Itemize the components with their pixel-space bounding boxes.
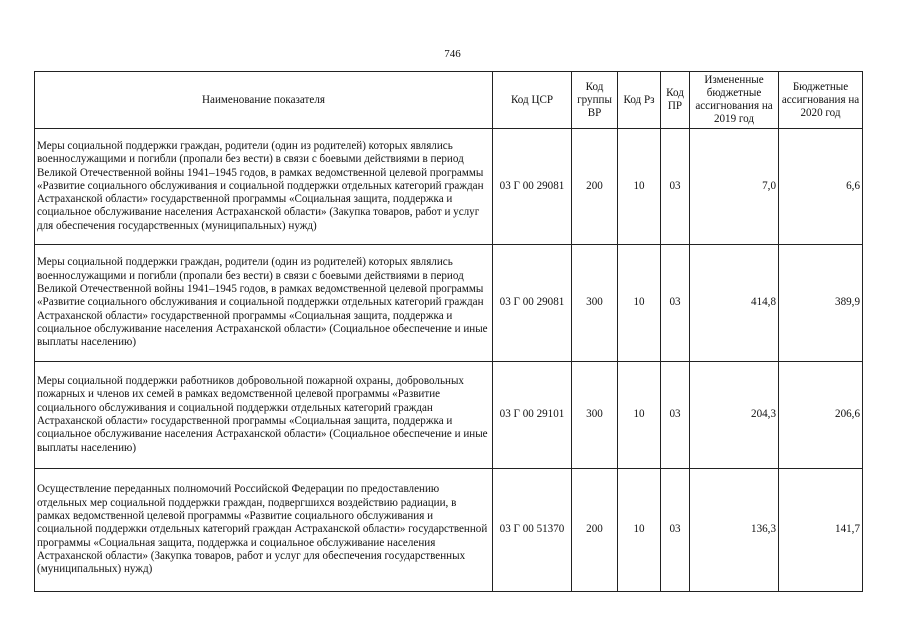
row-2019: 204,3 [690, 362, 779, 469]
table-header-row [35, 72, 863, 129]
row-vr: 300 [572, 245, 618, 362]
header-vr: Код группы ВР [572, 72, 618, 129]
header-name: Наименование показателя [35, 72, 493, 129]
table-row [35, 129, 863, 245]
header-rz: Код Рз [618, 72, 661, 129]
row-2019: 7,0 [690, 129, 779, 245]
row-csr: 03 Г 00 29101 [493, 362, 572, 469]
row-2019: 136,3 [690, 469, 779, 592]
header-csr: Код ЦСР [493, 72, 572, 129]
row-2020: 206,6 [779, 362, 863, 469]
row-pr: 03 [661, 129, 690, 245]
row-pr: 03 [661, 245, 690, 362]
row-csr: 03 Г 00 29081 [493, 129, 572, 245]
row-name: Осуществление переданных полномочий Российской Федерации по предоставлению отдельных мер социальной поддержки граждан, подвергшихся воздействию радиации, в рамках ведомственной целевой программы «Развитие социального обслуживания и социальной поддержки отдельных категорий граждан Астраханской области» государственной программы «Социальная защита, поддержка и социальное обслуживание населения Астраханской области» (Закупка товаров, работ и услуг для обеспечения государственных (муниципальных) нужд) [35, 469, 493, 592]
row-rz: 10 [618, 129, 661, 245]
row-2020: 141,7 [779, 469, 863, 592]
table-row [35, 362, 863, 469]
table-row [35, 245, 863, 362]
row-csr: 03 Г 00 51370 [493, 469, 572, 592]
row-csr: 03 Г 00 29081 [493, 245, 572, 362]
row-vr: 300 [572, 362, 618, 469]
row-rz: 10 [618, 245, 661, 362]
row-2019: 414,8 [690, 245, 779, 362]
row-rz: 10 [618, 469, 661, 592]
row-name: Меры социальной поддержки граждан, родители (один из родителей) которых являлись военнослужащими и погибли (пропали без вести) в связи с боевыми действиями в период Великой Отечественной войны 1941–1945 годов, в рамках ведомственной целевой программы «Развитие социального обслуживания и социальной поддержки отдельных категорий граждан Астраханской области» государственной программы «Социальная защита, поддержка и социальное обслуживание населения Астраханской области» (Социальное обеспечение и иные выплаты населению) [35, 245, 493, 362]
row-name: Меры социальной поддержки граждан, родители (один из родителей) которых являлись военнослужащими и погибли (пропали без вести) в связи с боевыми действиями в период Великой Отечественной войны 1941–1945 годов, в рамках ведомственной целевой программы «Развитие социального обслуживания и социальной поддержки отдельных категорий граждан Астраханской области» государственной программы «Социальная защита, поддержка и социальное обслуживание населения Астраханской области» (Закупка товаров, работ и услуг для обеспечения государственных (муниципальных) нужд) [35, 129, 493, 245]
table-row [35, 469, 863, 592]
row-2020: 389,9 [779, 245, 863, 362]
header-2020: Бюджетные ассигнования на 2020 год [779, 72, 863, 129]
page-number: 746 [444, 48, 461, 60]
row-vr: 200 [572, 469, 618, 592]
header-pr: Код ПР [661, 72, 690, 129]
row-pr: 03 [661, 469, 690, 592]
row-name: Меры социальной поддержки работников добровольной пожарной охраны, добровольных пожарных и членов их семей в рамках ведомственной целевой программы «Развитие социального обслуживания и социальной поддержки отдельных категорий граждан Астраханской области» государственной программы «Социальная защита, поддержка и социальное обслуживание населения Астраханской области» (Социальное обеспечение и иные выплаты населению) [35, 362, 493, 469]
row-pr: 03 [661, 362, 690, 469]
budget-table [34, 71, 863, 592]
row-rz: 10 [618, 362, 661, 469]
header-2019: Измененные бюджетные ассигнования на 2019 год [690, 72, 779, 129]
row-2020: 6,6 [779, 129, 863, 245]
row-vr: 200 [572, 129, 618, 245]
